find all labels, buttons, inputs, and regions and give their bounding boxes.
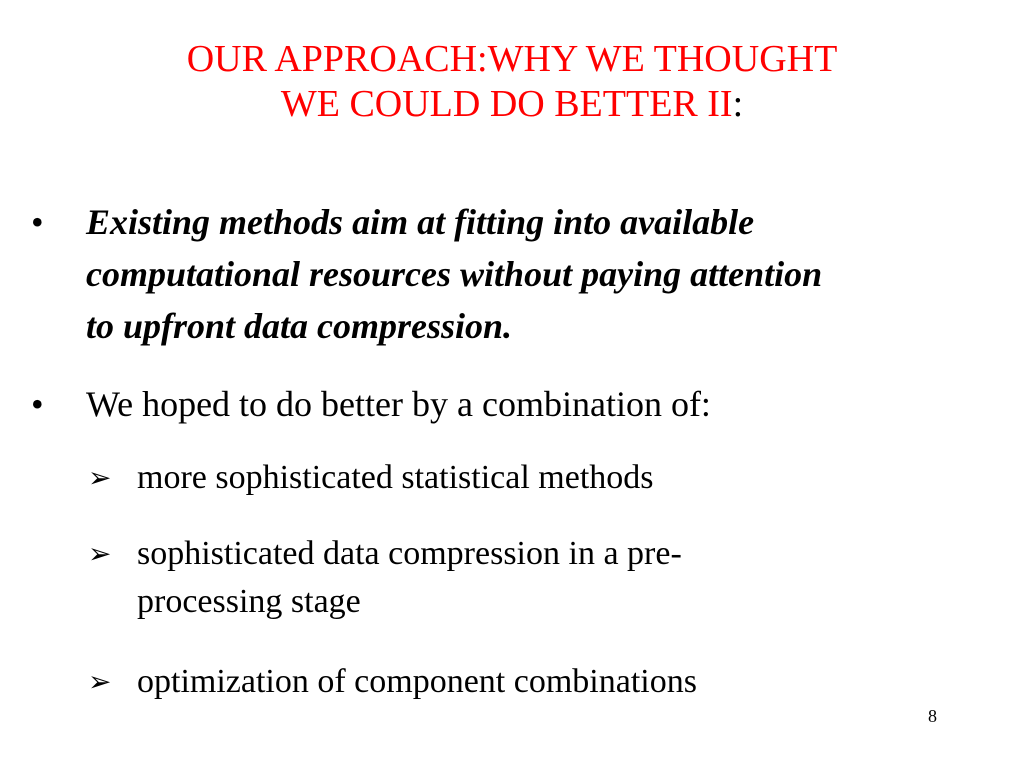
sub-item-3-text [137, 658, 997, 706]
bullet-1-line-1: Existing methods aim at fitting into available [86, 202, 755, 242]
bullet-marker: • [31, 384, 44, 424]
bullet-text-2: We hoped to do better by a combination of: [86, 384, 711, 424]
bullet-1-line-3: to upfront data compression. [86, 306, 513, 346]
sub-item-2-line-2: processing stage [137, 583, 361, 620]
sub-item-2-text [137, 530, 997, 626]
page-number: 8 [928, 706, 937, 726]
sub-item-3-line-1: optimization of component combinations [137, 663, 697, 700]
bullet-1-line-2: computational resources without paying attention [86, 254, 823, 294]
arrow-right-icon: ➢ [88, 665, 112, 698]
title-colon: : [732, 83, 744, 125]
title-line-1: OUR APPROACH:WHY WE THOUGHT [186, 38, 838, 80]
title-line-2 [0, 82, 1024, 127]
sub-item-1-text [137, 454, 997, 502]
bullet-marker: • [31, 202, 44, 242]
sub-item-1-line-1: more sophisticated statistical methods [137, 459, 654, 496]
sub-item-2-line-1: sophisticated data compression in a pre- [137, 535, 682, 572]
arrow-right-icon: ➢ [88, 537, 112, 570]
title-line-2-text: WE COULD DO BETTER II [280, 83, 733, 125]
arrow-right-icon: ➢ [88, 461, 112, 494]
slide-title [0, 37, 1024, 127]
bullet-text-1 [86, 196, 986, 352]
